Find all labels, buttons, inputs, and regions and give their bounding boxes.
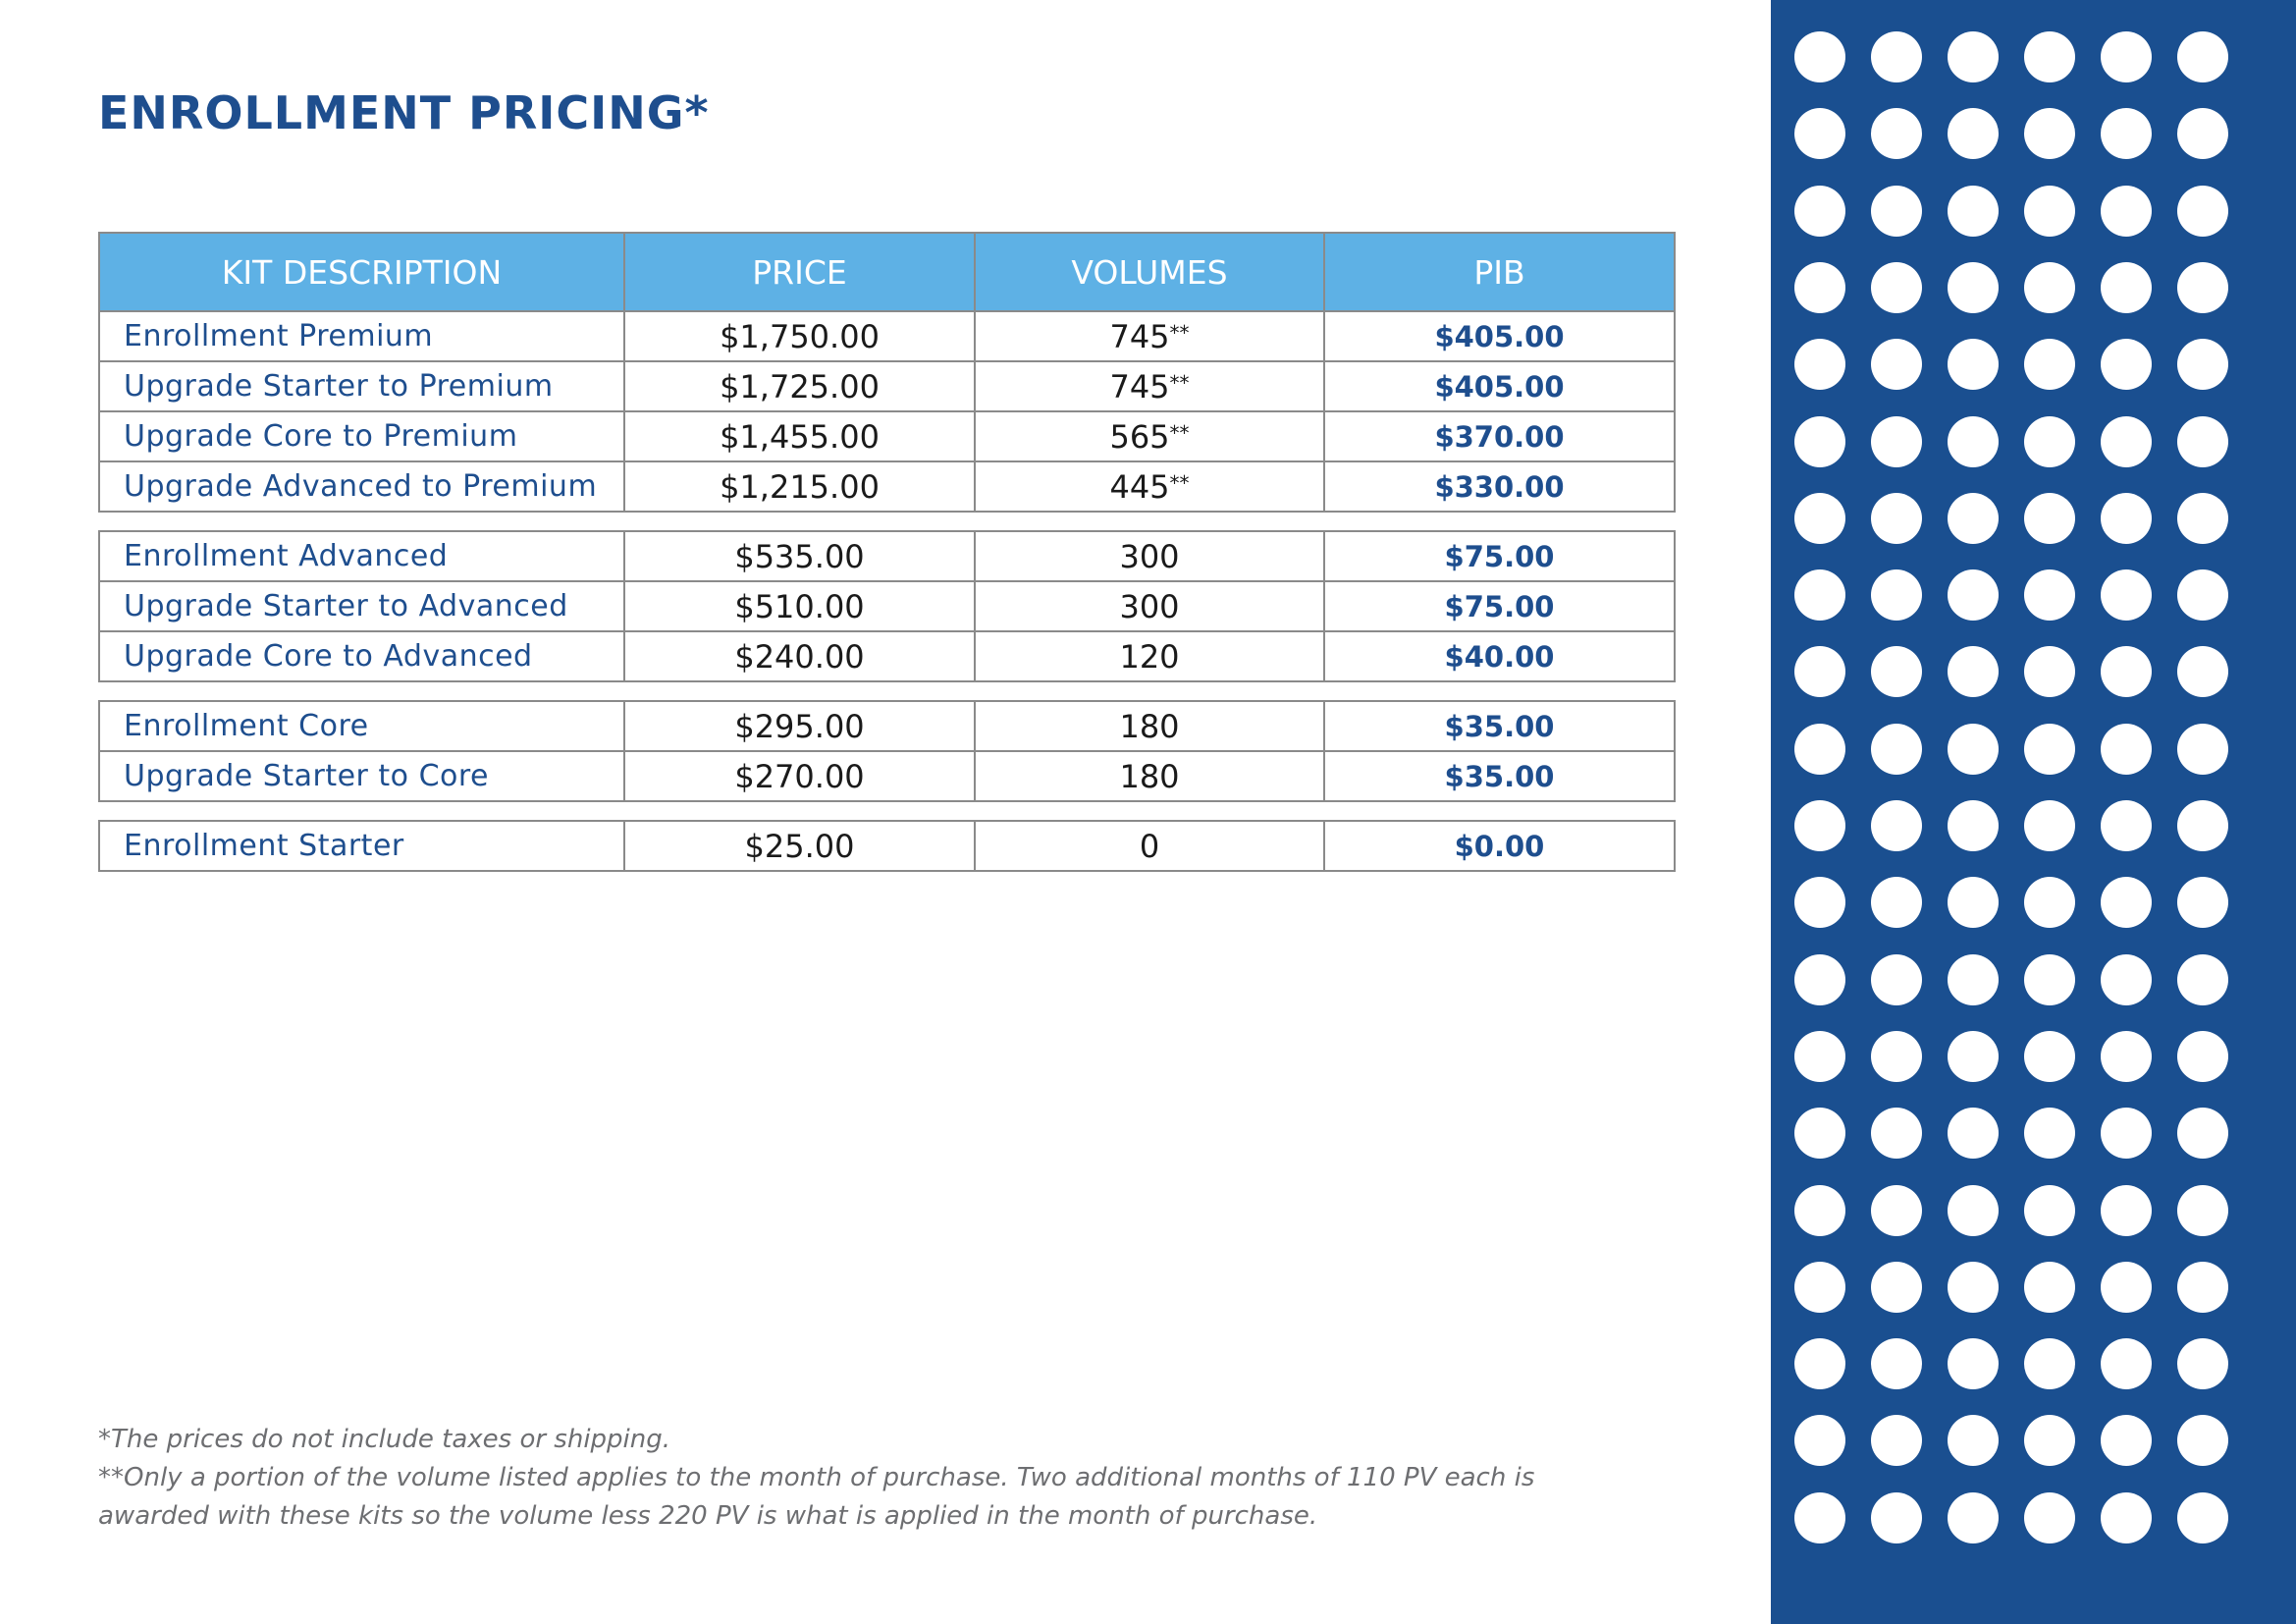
decorative-dot — [1948, 646, 1999, 697]
decorative-dot — [1948, 493, 1999, 544]
decorative-dot — [2024, 416, 2075, 467]
decorative-dot — [1948, 108, 1999, 159]
kit-description: Upgrade Advanced to Premium — [99, 461, 624, 512]
price: $1,725.00 — [624, 361, 975, 411]
kit-description: Enrollment Core — [99, 701, 624, 751]
decorative-dot — [1794, 31, 1845, 82]
group-spacer — [99, 512, 1675, 531]
decorative-dot — [1871, 1492, 1922, 1543]
decorative-dot — [2177, 416, 2228, 467]
decorative-dot — [2101, 31, 2152, 82]
pib: $0.00 — [1324, 821, 1675, 871]
volumes — [975, 311, 1324, 361]
decorative-dot — [2101, 262, 2152, 313]
decorative-dot — [1871, 108, 1922, 159]
decorative-dot — [1948, 1338, 1999, 1389]
decorative-dot — [2101, 1185, 2152, 1236]
decorative-dot — [2101, 1492, 2152, 1543]
decorative-dot — [2177, 1338, 2228, 1389]
decorative-dot — [1871, 877, 1922, 928]
decorative-dot — [1871, 262, 1922, 313]
volumes — [975, 411, 1324, 461]
decorative-dot — [2177, 724, 2228, 775]
decorative-dot — [1794, 1262, 1845, 1313]
decorative-dot — [1948, 1415, 1999, 1466]
decorative-dot — [2101, 877, 2152, 928]
decorative-dot — [2024, 954, 2075, 1005]
decorative-dot — [1871, 339, 1922, 390]
decorative-dot — [2177, 646, 2228, 697]
volumes-value: 745 — [1109, 317, 1170, 355]
decorative-dot — [2177, 1185, 2228, 1236]
table-row — [99, 751, 1675, 801]
decorative-dot — [2101, 646, 2152, 697]
price: $1,750.00 — [624, 311, 975, 361]
decorative-dot — [1794, 954, 1845, 1005]
decorative-dot — [2101, 1031, 2152, 1082]
decorative-dot — [2177, 877, 2228, 928]
kit-description: Upgrade Starter to Premium — [99, 361, 624, 411]
decorative-dot — [1794, 1185, 1845, 1236]
price: $25.00 — [624, 821, 975, 871]
pib: $75.00 — [1324, 581, 1675, 631]
table-row — [99, 631, 1675, 681]
decorative-dot — [1948, 416, 1999, 467]
kit-description: Upgrade Starter to Advanced — [99, 581, 624, 631]
page-title: ENROLLMENT PRICING* — [98, 86, 710, 139]
kit-description: Upgrade Core to Premium — [99, 411, 624, 461]
decorative-dot — [2101, 1108, 2152, 1159]
decorative-dot — [1871, 493, 1922, 544]
decorative-dot — [1794, 262, 1845, 313]
decorative-dot — [2024, 1031, 2075, 1082]
decorative-dot — [1948, 262, 1999, 313]
table-row — [99, 531, 1675, 581]
price: $535.00 — [624, 531, 975, 581]
decorative-dot — [1948, 800, 1999, 851]
decorative-dot — [2024, 724, 2075, 775]
decorative-dot — [2177, 569, 2228, 621]
group-spacer — [99, 681, 1675, 701]
decorative-dot — [2101, 800, 2152, 851]
decorative-dot — [1948, 1262, 1999, 1313]
decorative-dot — [1871, 1185, 1922, 1236]
footnote-taxes: *The prices do not include taxes or shipping. — [98, 1425, 671, 1454]
decorative-dot — [1794, 800, 1845, 851]
table-row — [99, 411, 1675, 461]
decorative-dot — [1948, 569, 1999, 621]
table-row — [99, 311, 1675, 361]
decorative-dot — [2177, 1492, 2228, 1543]
volumes: 120 — [975, 631, 1324, 681]
header-price: PRICE — [624, 233, 975, 311]
volumes: 300 — [975, 581, 1324, 631]
pib: $35.00 — [1324, 701, 1675, 751]
price: $270.00 — [624, 751, 975, 801]
decorative-dot — [2024, 1338, 2075, 1389]
volumes — [975, 361, 1324, 411]
pib: $35.00 — [1324, 751, 1675, 801]
decorative-dot — [1948, 724, 1999, 775]
decorative-dot — [2177, 108, 2228, 159]
decorative-dot — [1794, 108, 1845, 159]
kit-description: Upgrade Starter to Core — [99, 751, 624, 801]
table-row — [99, 461, 1675, 512]
volumes-footnote-mark: ** — [1169, 420, 1190, 445]
decorative-dot — [2024, 646, 2075, 697]
group-spacer — [99, 801, 1675, 821]
decorative-dot — [1948, 31, 1999, 82]
decorative-dot — [1794, 1031, 1845, 1082]
decorative-dot — [1794, 569, 1845, 621]
pib: $370.00 — [1324, 411, 1675, 461]
decorative-dot — [2024, 569, 2075, 621]
decorative-dot — [2177, 1108, 2228, 1159]
decorative-dot — [2177, 31, 2228, 82]
decorative-dot-panel — [1771, 0, 2296, 1624]
group-spacer-cell — [99, 681, 1675, 701]
volumes: 0 — [975, 821, 1324, 871]
decorative-dot — [1871, 954, 1922, 1005]
decorative-dot — [1794, 1492, 1845, 1543]
decorative-dot — [1871, 186, 1922, 237]
footnote-volume: **Only a portion of the volume listed applies to the month of purchase. Two additional months of 110 PV each is awarded with these kits so the volume less 220 PV is what is applied in the month of purchase. — [98, 1463, 1535, 1531]
decorative-dot — [2101, 186, 2152, 237]
volumes: 180 — [975, 751, 1324, 801]
decorative-dot — [2101, 1338, 2152, 1389]
decorative-dot — [2024, 1185, 2075, 1236]
decorative-dot — [2024, 877, 2075, 928]
decorative-dot — [1871, 1262, 1922, 1313]
table-row — [99, 821, 1675, 871]
decorative-dot — [2101, 108, 2152, 159]
enrollment-pricing-table — [98, 232, 1676, 872]
decorative-dot — [1871, 31, 1922, 82]
decorative-dot — [1948, 1031, 1999, 1082]
decorative-dot — [1871, 800, 1922, 851]
footnotes — [98, 1421, 1649, 1536]
decorative-dot — [1794, 877, 1845, 928]
decorative-dot — [2177, 1262, 2228, 1313]
decorative-dot — [2177, 186, 2228, 237]
decorative-dot — [1871, 646, 1922, 697]
decorative-dot — [1794, 186, 1845, 237]
group-spacer-cell — [99, 512, 1675, 531]
decorative-dot — [2101, 954, 2152, 1005]
decorative-dot — [1871, 416, 1922, 467]
pib: $330.00 — [1324, 461, 1675, 512]
decorative-dot — [2024, 1108, 2075, 1159]
decorative-dot — [1948, 877, 1999, 928]
kit-description: Upgrade Core to Advanced — [99, 631, 624, 681]
decorative-dot — [1794, 416, 1845, 467]
table-row — [99, 701, 1675, 751]
decorative-dot — [2101, 493, 2152, 544]
decorative-dot — [2101, 569, 2152, 621]
group-spacer-cell — [99, 801, 1675, 821]
volumes-footnote-mark: ** — [1169, 370, 1190, 395]
volumes-value: 745 — [1109, 367, 1170, 406]
table-row — [99, 361, 1675, 411]
volumes-footnote-mark: ** — [1169, 320, 1190, 345]
decorative-dot — [2024, 108, 2075, 159]
decorative-dot — [1871, 724, 1922, 775]
pib: $405.00 — [1324, 361, 1675, 411]
decorative-dot — [1794, 1338, 1845, 1389]
decorative-dot — [1948, 1185, 1999, 1236]
decorative-dot — [1794, 1108, 1845, 1159]
decorative-dot — [1948, 954, 1999, 1005]
decorative-dot — [2024, 262, 2075, 313]
pib: $40.00 — [1324, 631, 1675, 681]
kit-description: Enrollment Premium — [99, 311, 624, 361]
decorative-dot — [2177, 1031, 2228, 1082]
pib: $405.00 — [1324, 311, 1675, 361]
price: $510.00 — [624, 581, 975, 631]
decorative-dot — [1794, 646, 1845, 697]
decorative-dot — [1794, 724, 1845, 775]
decorative-dot — [2024, 493, 2075, 544]
decorative-dot — [1794, 339, 1845, 390]
decorative-dot — [1871, 1031, 1922, 1082]
header-volumes: VOLUMES — [975, 233, 1324, 311]
price: $295.00 — [624, 701, 975, 751]
decorative-dot — [2101, 724, 2152, 775]
decorative-dot — [2177, 262, 2228, 313]
price: $1,215.00 — [624, 461, 975, 512]
kit-description: Enrollment Starter — [99, 821, 624, 871]
decorative-dot — [2101, 416, 2152, 467]
decorative-dot — [2024, 339, 2075, 390]
decorative-dot — [2101, 339, 2152, 390]
decorative-dot — [1871, 1338, 1922, 1389]
decorative-dot — [2024, 31, 2075, 82]
decorative-dot — [2177, 954, 2228, 1005]
decorative-dot — [1794, 1415, 1845, 1466]
decorative-dot — [1948, 1108, 1999, 1159]
decorative-dot — [2024, 186, 2075, 237]
decorative-dot — [2024, 1262, 2075, 1313]
table-header-row — [99, 233, 1675, 311]
decorative-dot — [2177, 493, 2228, 544]
volumes-footnote-mark: ** — [1169, 470, 1190, 495]
price: $240.00 — [624, 631, 975, 681]
pib: $75.00 — [1324, 531, 1675, 581]
decorative-dot — [2101, 1262, 2152, 1313]
volumes-value: 565 — [1109, 417, 1170, 456]
decorative-dot — [2177, 339, 2228, 390]
decorative-dot — [2177, 1415, 2228, 1466]
decorative-dot — [2024, 1415, 2075, 1466]
decorative-dot — [1794, 493, 1845, 544]
volumes: 300 — [975, 531, 1324, 581]
kit-description: Enrollment Advanced — [99, 531, 624, 581]
decorative-dot — [1948, 186, 1999, 237]
header-kit-description: KIT DESCRIPTION — [99, 233, 624, 311]
decorative-dot — [2024, 800, 2075, 851]
decorative-dot — [2024, 1492, 2075, 1543]
decorative-dot — [1871, 1108, 1922, 1159]
table-row — [99, 581, 1675, 631]
volumes — [975, 461, 1324, 512]
decorative-dot — [1948, 1492, 1999, 1543]
decorative-dot — [2177, 800, 2228, 851]
header-pib: PIB — [1324, 233, 1675, 311]
volumes: 180 — [975, 701, 1324, 751]
price: $1,455.00 — [624, 411, 975, 461]
decorative-dot — [2101, 1415, 2152, 1466]
decorative-dot — [1948, 339, 1999, 390]
decorative-dot — [1871, 569, 1922, 621]
decorative-dot — [1871, 1415, 1922, 1466]
volumes-value: 445 — [1109, 467, 1170, 506]
